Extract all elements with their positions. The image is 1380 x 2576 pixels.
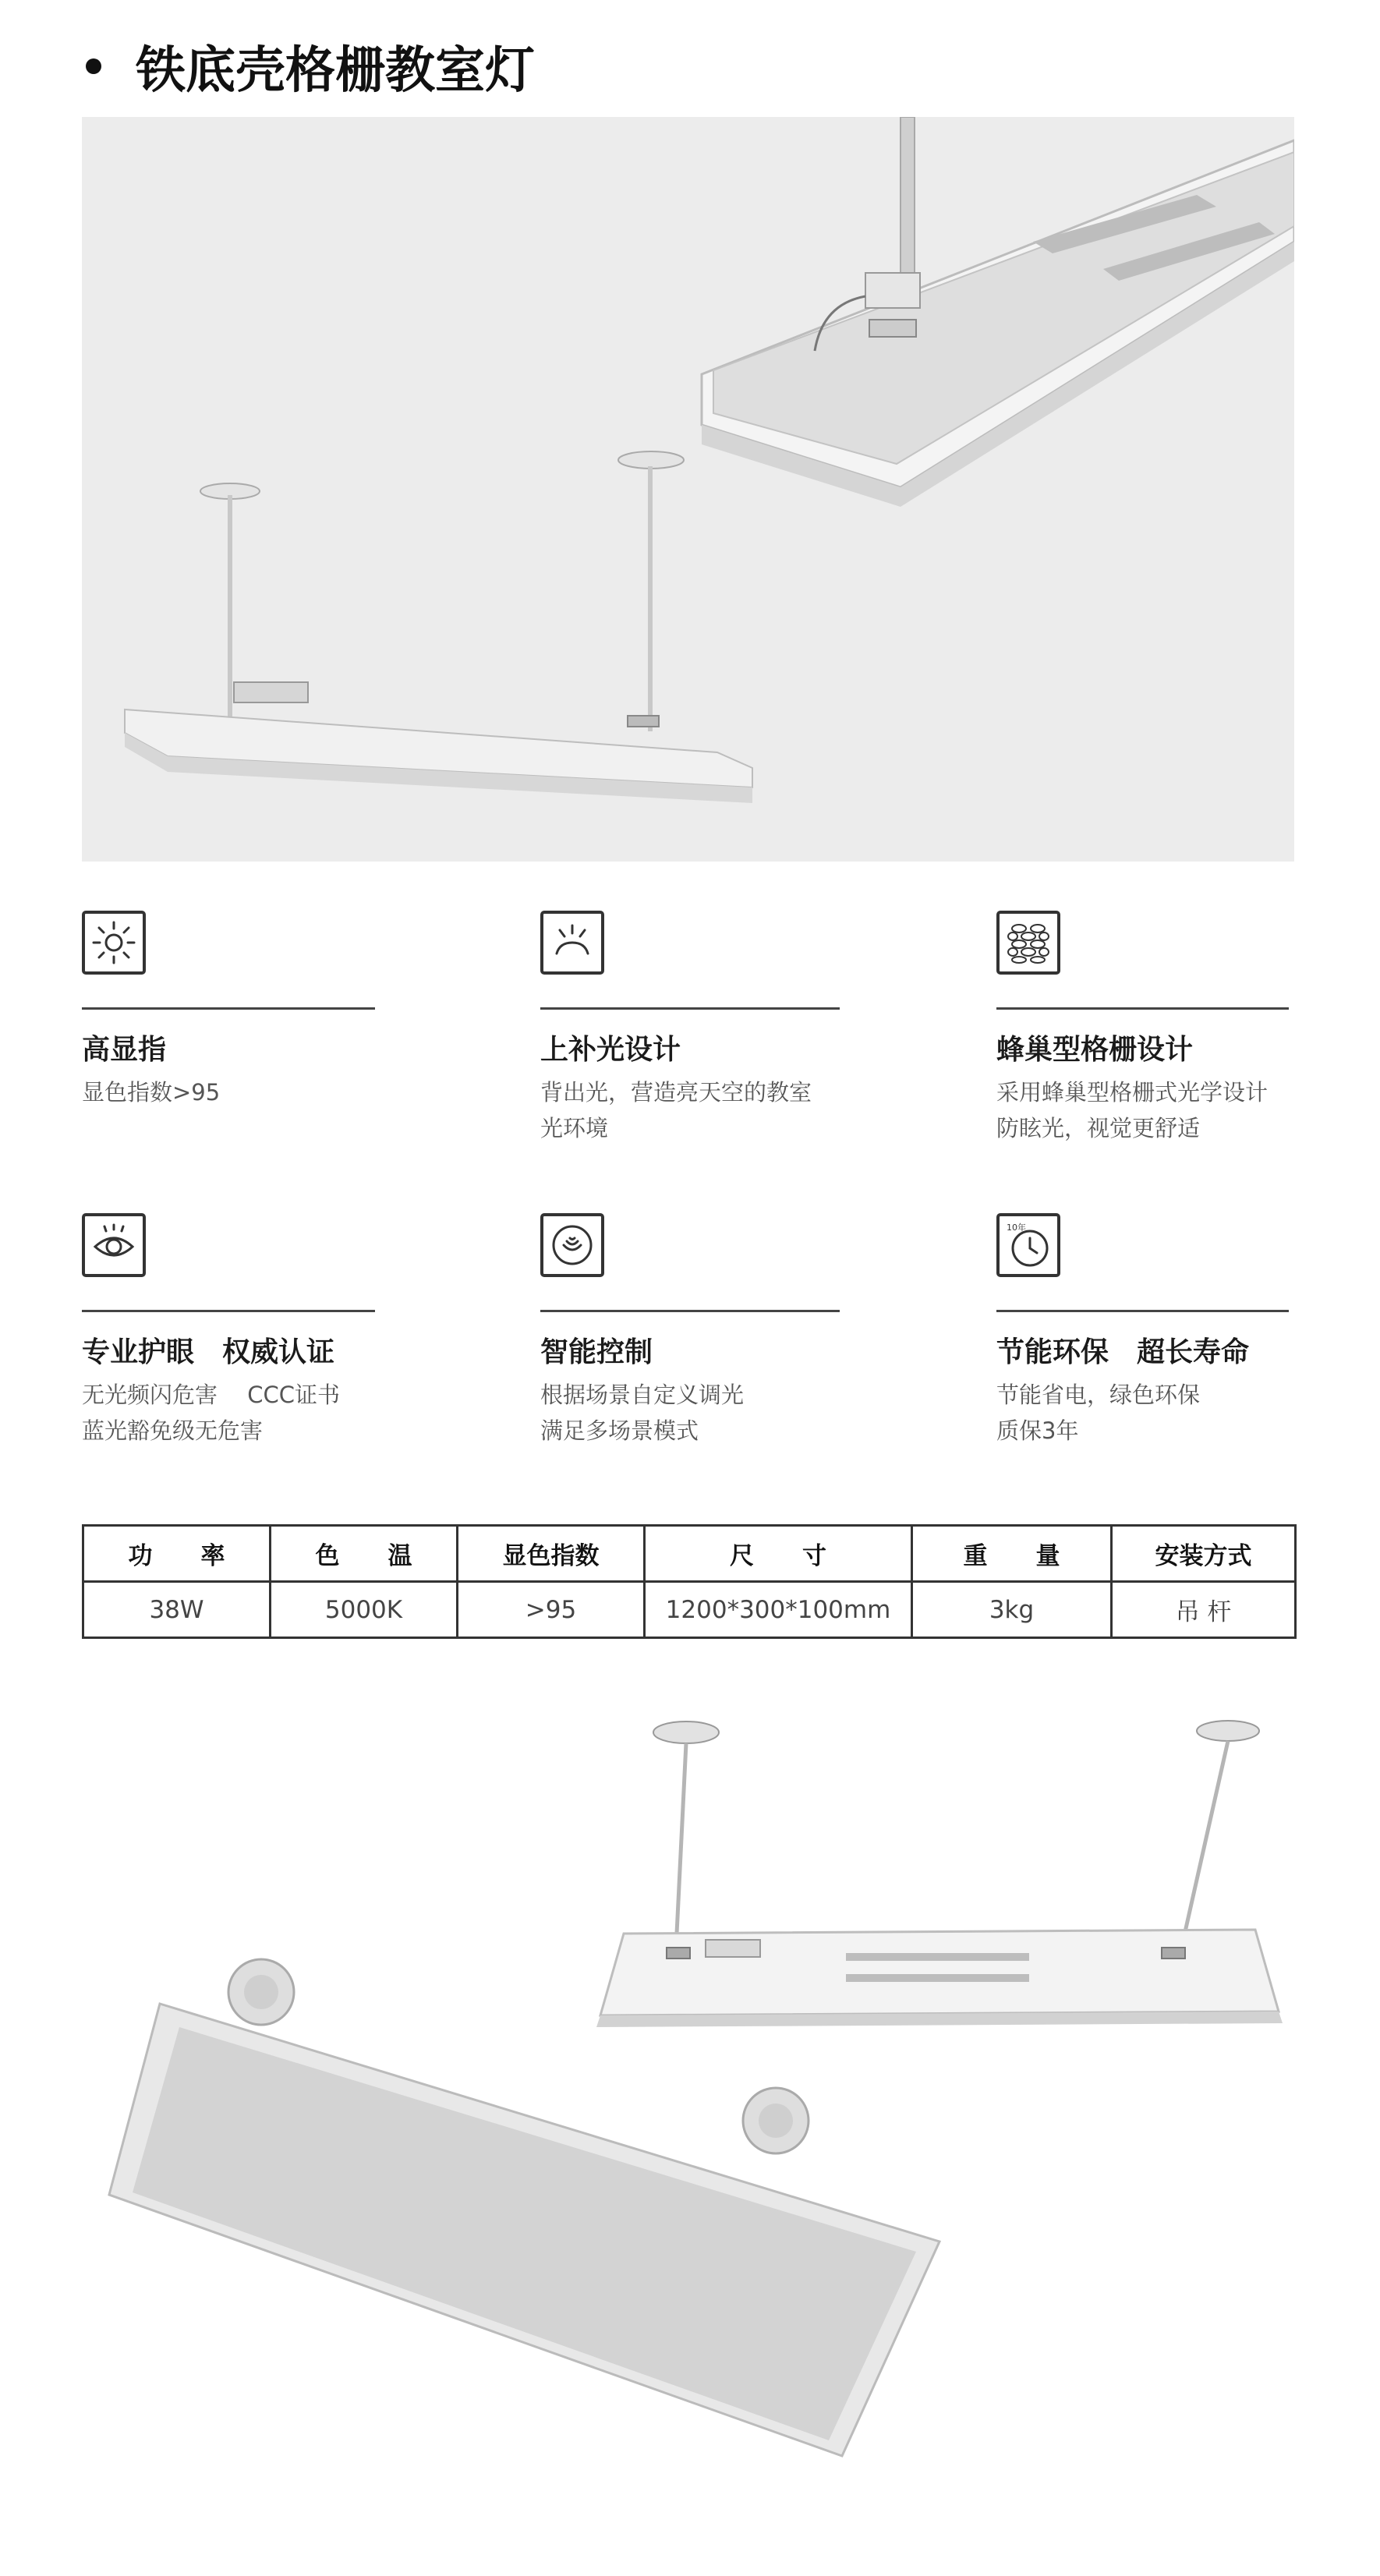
spec-value-cell: 吊 杆: [1112, 1582, 1296, 1638]
page-title-text: 铁底壳格栅教室灯: [136, 42, 535, 100]
feature-item: [82, 1213, 394, 1444]
feature-description: [996, 1377, 1200, 1449]
lamp-grille-left: [109, 1959, 939, 2456]
feature-line: 防眩光，视觉更舒适: [996, 1115, 1201, 1141]
feature-title: 高显指: [82, 1034, 167, 1066]
smart-control-icon: [540, 1213, 604, 1277]
feature-line: 采用蜂巢型格栅式光学设计: [996, 1079, 1269, 1106]
divider: [540, 1007, 840, 1010]
feature-line: 质保3年: [996, 1417, 1079, 1444]
sun-icon: [82, 911, 146, 975]
feature-description: [82, 1377, 340, 1449]
spec-value-cell: 5000K: [271, 1582, 458, 1638]
feature-line: 无光频闪危害 CCC证书: [82, 1382, 340, 1408]
divider: [996, 1310, 1289, 1312]
spec-header-cell: 功 率: [83, 1526, 271, 1582]
hero-illustration: [82, 117, 1294, 862]
spec-value-cell: 38W: [83, 1582, 271, 1638]
lamp-pendant-right: [596, 1721, 1283, 2027]
feature-item: [540, 911, 852, 1141]
honeycomb-grid-icon: [996, 911, 1060, 975]
feature-description: [996, 1074, 1268, 1146]
uplight-icon: [540, 911, 604, 975]
feature-line: 节能省电，绿色环保: [996, 1382, 1201, 1408]
spec-table: [82, 1524, 1297, 1639]
spec-header-cell: 安装方式: [1112, 1526, 1296, 1582]
bottom-illustration: [0, 1676, 1380, 2573]
bottom-product-image: [0, 1676, 1380, 2576]
spec-header-cell: 色 温: [271, 1526, 458, 1582]
feature-description: [540, 1074, 812, 1146]
feature-item: [996, 1213, 1308, 1444]
feature-line: 背出光，营造亮天空的教室: [540, 1079, 812, 1106]
spec-value-cell: >95: [458, 1582, 645, 1638]
spec-value-row: [83, 1582, 1296, 1638]
page-title: [86, 31, 535, 101]
feature-title: 智能控制: [540, 1336, 653, 1368]
lamp-small: [125, 451, 752, 803]
feature-description: [82, 1074, 220, 1110]
feature-title: 蜂巢型格栅设计: [996, 1034, 1194, 1066]
divider: [540, 1310, 840, 1312]
divider: [996, 1007, 1289, 1010]
feature-line: 显色指数>95: [82, 1079, 221, 1106]
feature-line: 满足多场景模式: [540, 1417, 699, 1444]
feature-title: 节能环保 超长寿命: [996, 1336, 1250, 1368]
bullet-dot: [86, 58, 101, 74]
feature-item: [82, 911, 394, 1106]
feature-item: [996, 911, 1308, 1141]
spec-header-cell: 显色指数: [458, 1526, 645, 1582]
divider: [82, 1007, 375, 1010]
lamp-large: [702, 117, 1294, 507]
feature-title: 上补光设计: [540, 1034, 681, 1066]
eye-icon: [82, 1213, 146, 1277]
feature-line: 光环境: [540, 1115, 609, 1141]
spec-value-cell: 3kg: [912, 1582, 1112, 1638]
divider: [82, 1310, 375, 1312]
feature-line: 根据场景自定义调光: [540, 1382, 745, 1408]
feature-description: [540, 1377, 744, 1449]
spec-header-cell: 尺 寸: [645, 1526, 912, 1582]
feature-title: 专业护眼 权威认证: [82, 1336, 335, 1368]
spec-header-cell: 重 量: [912, 1526, 1112, 1582]
spec-value-cell: 1200*300*100mm: [645, 1582, 912, 1638]
feature-line: 蓝光豁免级无危害: [82, 1417, 264, 1444]
clock-icon: [996, 1213, 1060, 1277]
spec-header-row: [83, 1526, 1296, 1582]
feature-item: [540, 1213, 852, 1444]
clock-icon-label: 10年: [1007, 1223, 1026, 1233]
hero-product-image: [82, 117, 1294, 862]
